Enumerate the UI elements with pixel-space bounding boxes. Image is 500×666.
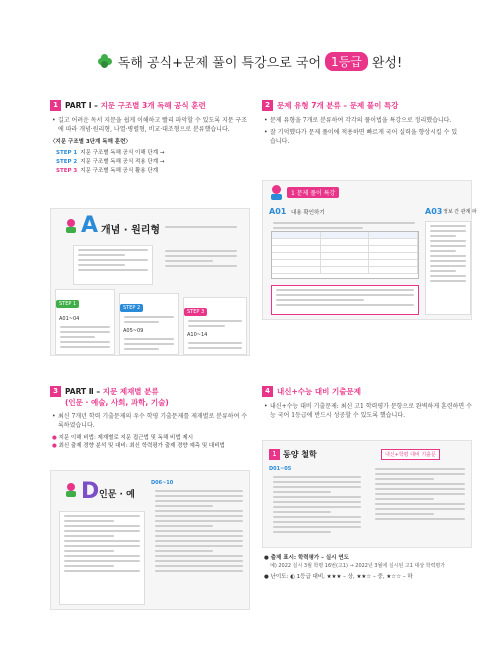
section-description: • 길고 어려운 독서 지문을 쉽게 이해하고 빨리 파악할 수 있도록 지문 구조에 따라 개념·원리형, 나열·병렬형, 비교·대조형으로 분류했습니다. [50,116,250,134]
header-suffix: 완성! [371,55,403,71]
section-part2 [50,386,250,450]
step-card-label: STEP 2 [120,304,143,312]
section-subheading: (인문 · 예술, 사회, 과학, 기술) [65,398,169,407]
step-card [55,289,115,355]
legend-difficulty: ● 난이도: ◐ 1등급 대비, ★★★ – 상, ★★☆ – 중, ★☆☆ – 하 [264,574,413,580]
step-card-label: STEP 3 [184,308,207,316]
section-heading: 문제 유형 7개 분류 – 문제 풀이 특강 [277,101,399,110]
question-code: A10~14 [187,332,208,338]
step-card [183,297,247,355]
step-label: STEP 3 [56,168,78,174]
section-part1 [50,100,250,176]
preview-panel-part2 [50,470,250,610]
header-text: 독해 공식+문제 풀이 특강으로 국어 [117,55,322,71]
step-item [56,158,250,167]
sub-heading: 〈지문 구조별 3단계 독해 훈련〉 [50,139,131,145]
type-label: 내용 확인하기 [291,210,325,216]
section-exam [262,386,472,420]
question-code: A05~09 [123,328,144,334]
type-label: 정보 간 관계 파 [443,209,477,215]
section-description: • 문제 유형을 7개로 분류하여 각각의 풀이법을 특강으로 정리했습니다. [262,116,462,125]
question-area [371,465,469,523]
question-code: A01~04 [59,316,80,322]
chapter-letter: A [81,213,99,238]
part-label: PART Ⅰ – [65,101,98,110]
section-heading: 지문 제재별 분류 [102,387,159,396]
chapter-letter: D [81,479,100,504]
type-code: A01 [269,207,287,216]
summary-box [73,245,153,285]
example-table [271,231,419,279]
section-title [262,386,472,397]
step-card [119,293,179,355]
part-label: PART Ⅱ – [65,387,101,396]
character-icon [269,185,283,201]
preview-panel-part1 [50,208,250,356]
chapter-heading [269,449,317,460]
character-icon [65,219,77,233]
legend-example: 예) 2022 실시 3월 학평 16번(고1) → 2022년 3월에 실시된 고1 대상 학력평가 [270,563,446,569]
section-heading: 내신+수능 대비 기출문제 [277,387,361,396]
chapter-title: 인문 · 예 [99,490,135,500]
section-description: • 잘 기억했다가 문제 풀이에 적용하면 빠르게 국어 실력을 향상시킬 수 있습니다. [262,128,462,146]
passage-area [151,479,247,575]
chapter-title: 동양 철학 [283,450,317,459]
character-icon [65,483,77,497]
point-item: ● 지문 이해 비법: 제재별로 지문 접근법 및 독해 비법 제시 [52,435,194,441]
intro-box [59,511,145,605]
section-title [262,100,462,111]
chapter-number: 1 [269,449,280,460]
solution-box [271,285,419,315]
section-problem-types [262,100,462,146]
step-label: STEP 1 [56,150,78,156]
question-code: D01~05 [269,466,292,472]
section-title [50,100,250,111]
legend-notes [264,554,472,581]
section-number: 3 [50,386,61,397]
section-title [50,386,250,408]
legend-source: ● 출제 표시: 학력평가 – 실시 연도 [264,555,349,561]
section-number: 4 [262,386,273,397]
step-list [50,149,250,176]
section-number: 1 [50,100,61,111]
point-text: 지문 이해 비법: 제재별로 지문 접근법 및 독해 비법 제시 [58,435,194,441]
side-column [425,221,471,315]
passage-area [269,465,365,536]
type-code: A03 [425,207,443,216]
step-card-label: STEP 1 [56,300,79,308]
point-text: 최신 출제 경향 분석 및 대비: 최신 학력평가 출제 경향 예측 및 대비법 [58,443,225,449]
section-description: • 내신+수능 대비 기출문제: 최신 고1 학력평가 문항으로 완벽하게 훈련하면 수능 국어 1등급에 반드시 성공할 수 있도록 했습니다. [262,402,472,420]
grade-badge: 1등급 [325,52,368,71]
point-item: ● 최신 출제 경향 분석 및 대비: 최신 학력평가 출제 경향 예측 및 대비법 [52,443,225,449]
section-heading: 지문 구조별 3개 독해 공식 훈련 [100,101,206,110]
step-text: 지문 구조별 독해 공식 활용 단계 [80,168,159,174]
preview-panel-problems [262,180,477,320]
section-description: • 최신 7개년 학력 기출문제의 우수 학평 기출문제를 제재별로 분류하여 수록하였습니다. [50,412,250,430]
special-lecture-badge: 1 문제 풀이 특강 [287,187,339,198]
exam-tag: 내신+학평 대비 기출문 [381,449,440,460]
step-text: 지문 구조별 독해 공식 적용 단계 → [80,159,165,165]
chapter-title: 개념 · 원리형 [101,225,161,236]
step-text: 지문 구조별 독해 공식 이해 단계 → [80,150,165,156]
step-item [56,149,250,158]
preview-panel-exam [262,440,472,548]
step-item [56,167,250,176]
page-header [0,50,500,72]
section-number: 2 [262,100,273,111]
clover-icon [98,54,112,68]
question-code: D06~10 [151,480,174,486]
step-label: STEP 2 [56,159,78,165]
header-title [118,52,402,71]
